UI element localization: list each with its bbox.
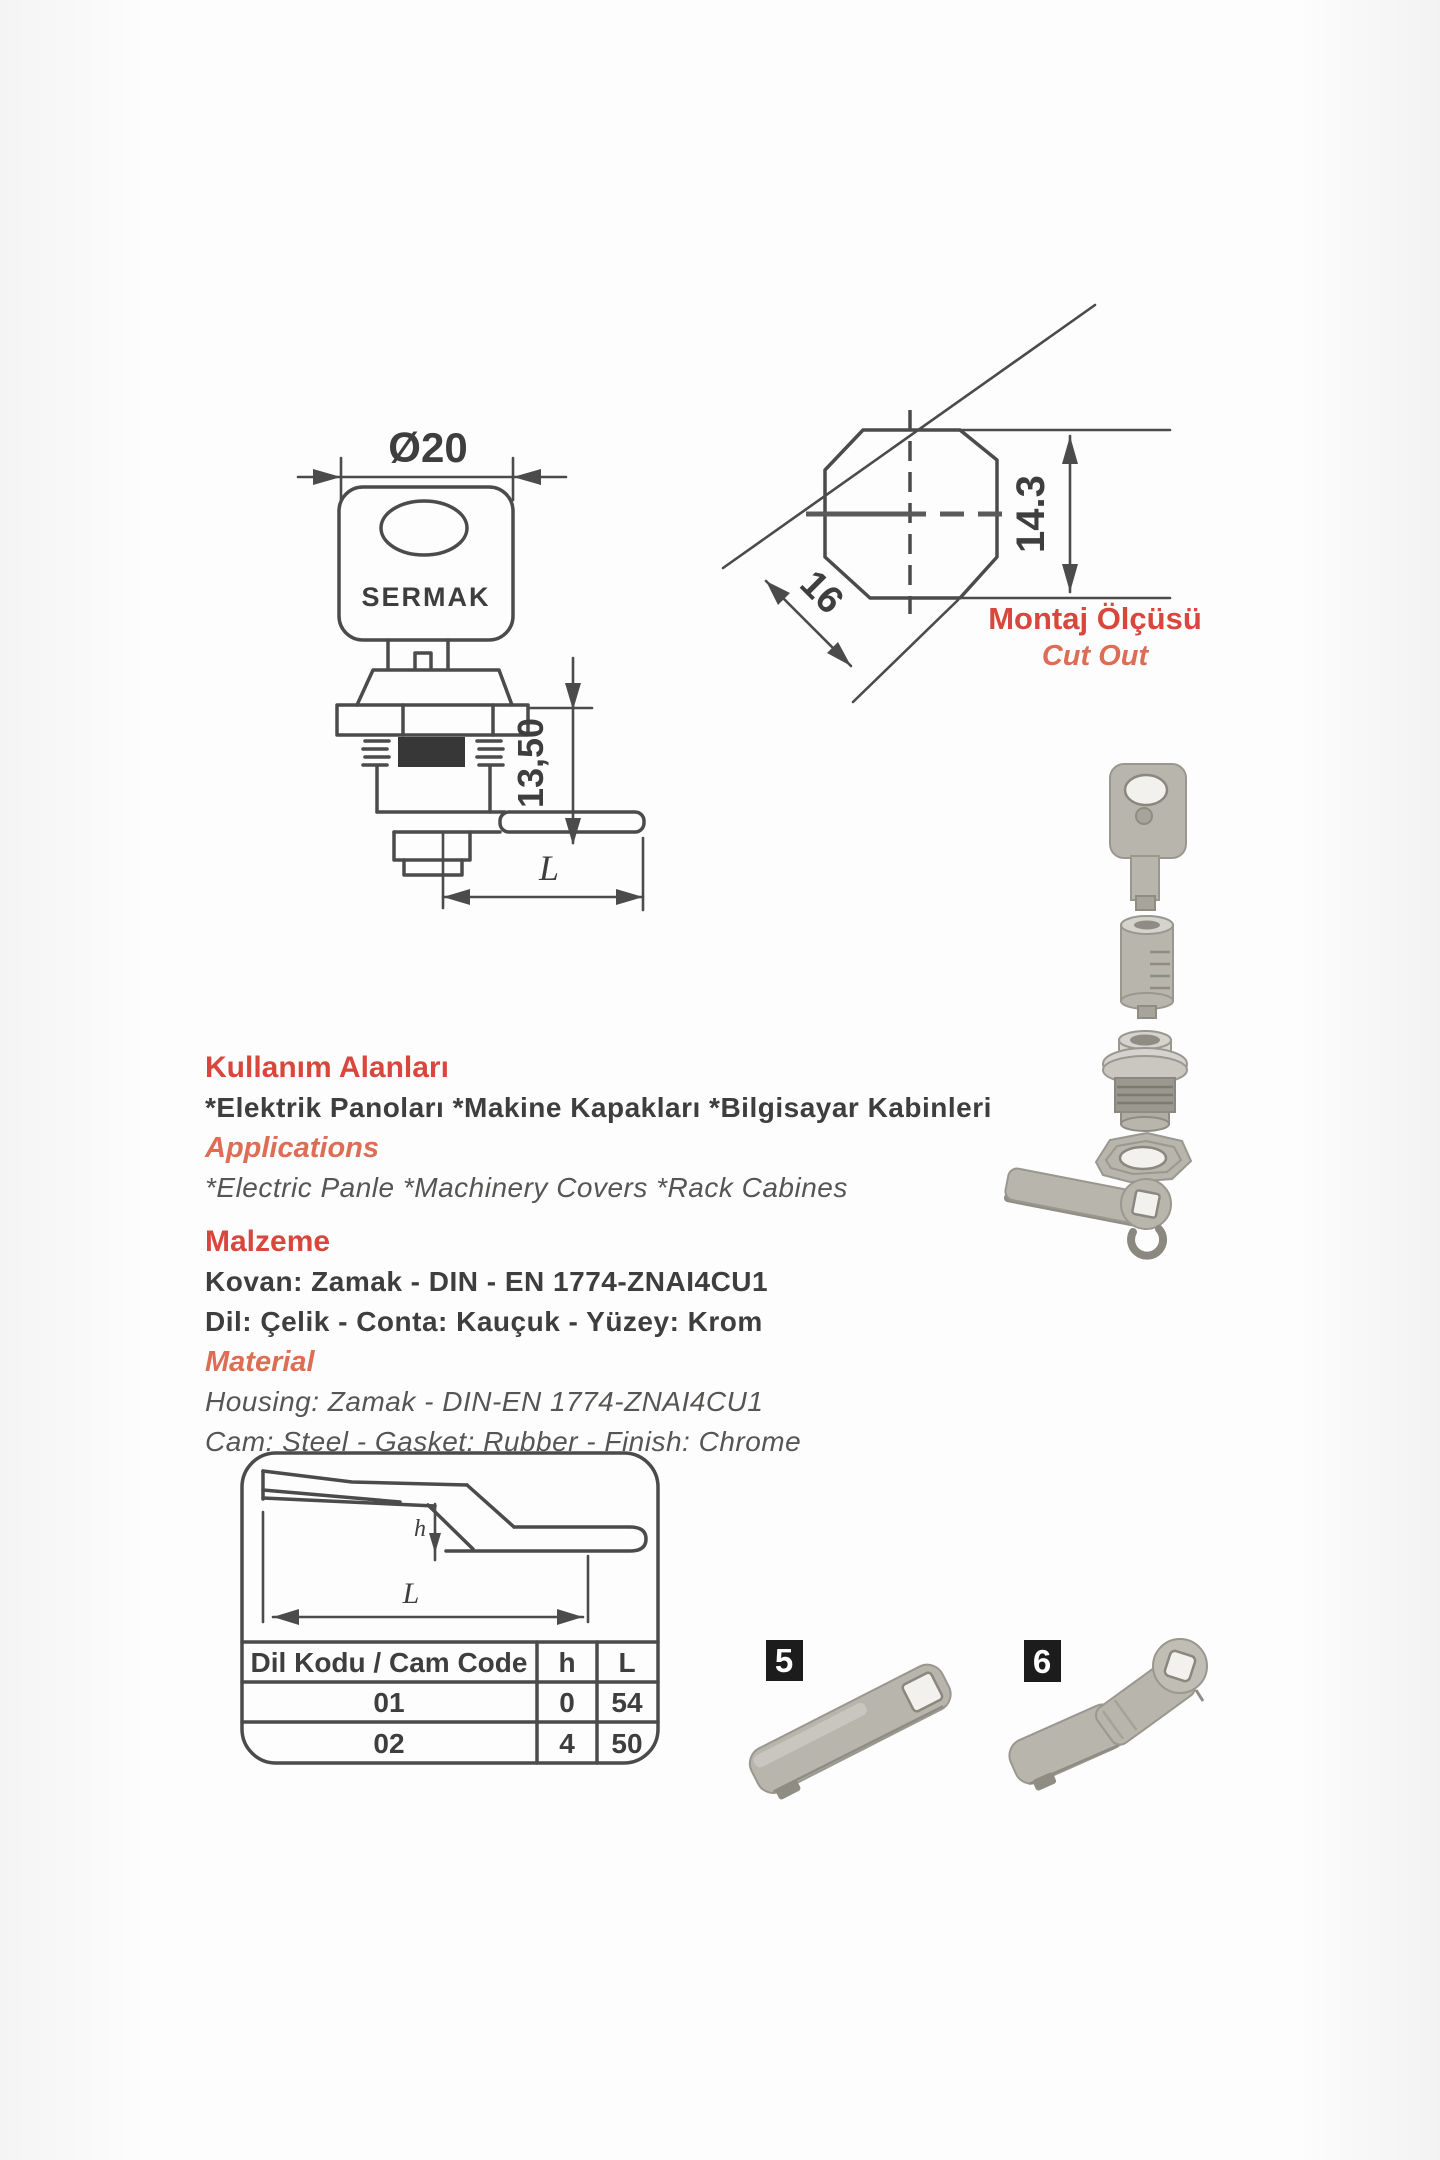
material-block	[205, 1222, 801, 1462]
table-row1-h: 0	[559, 1687, 575, 1718]
exploded-housing	[1103, 1031, 1187, 1131]
material-title-en: Material	[205, 1346, 315, 1378]
cam-h-label: h	[414, 1516, 426, 1542]
diameter-label: Ø20	[388, 424, 468, 471]
material-line1-en: Housing: Zamak - DIN-EN 1774-ZNAI4CU1	[205, 1386, 764, 1417]
table-header-l: L	[618, 1647, 636, 1678]
lock-side-view	[298, 424, 644, 910]
exploded-view	[1003, 764, 1191, 1256]
exploded-nut	[1096, 1133, 1191, 1182]
cam-profile-drawing	[263, 1471, 646, 1625]
brand-engraving: SERMAK	[361, 582, 491, 612]
applications-title-en: Applications	[205, 1132, 380, 1164]
depth-dimension	[510, 658, 592, 845]
cutout-height-label: 14.3	[1009, 475, 1053, 553]
material-title-tr: Malzeme	[205, 1225, 331, 1258]
applications-items-tr: *Elektrik Panoları *Makine Kapakları *Bilgisayar Kabinleri	[205, 1092, 992, 1123]
lock-core	[398, 737, 465, 767]
item6-number: 6	[1032, 1643, 1052, 1680]
material-line2-tr: Dil: Çelik - Conta: Kauçuk - Yüzey: Krom	[205, 1306, 763, 1337]
cam-variant-6	[1004, 1639, 1207, 1796]
depth-label: 13,50	[510, 717, 551, 809]
material-line2-en: Cam: Steel - Gasket: Rubber - Finish: Chrome	[205, 1426, 802, 1457]
applications-items-en: *Electric Panle *Machinery Covers *Rack Cabines	[205, 1172, 848, 1203]
table-header-code: Dil Kodu / Cam Code	[250, 1647, 528, 1678]
key-head-hole	[381, 501, 467, 555]
table-header-h: h	[558, 1647, 576, 1678]
exploded-cylinder	[1121, 916, 1173, 1018]
cutout-caption-tr: Montaj Ölçüsü	[988, 601, 1202, 636]
cam-l-label: L	[402, 1577, 420, 1610]
cam-panel	[242, 1453, 658, 1763]
cutout-caption-en: Cut Out	[1041, 640, 1149, 672]
item5-number: 5	[774, 1642, 794, 1679]
key-head-outline	[339, 487, 513, 640]
cam-table-text	[251, 1647, 643, 1759]
exploded-key	[1110, 764, 1186, 910]
table-row2-code: 02	[373, 1728, 405, 1759]
cam-variant-5	[744, 1640, 960, 1806]
table-row2-l: 50	[611, 1728, 643, 1759]
applications-block	[205, 1048, 992, 1208]
material-line1-tr: Kovan: Zamak - DIN - EN 1774-ZNAI4CU1	[205, 1266, 769, 1297]
exploded-circlip	[1131, 1229, 1163, 1256]
cutout-width-label: 16	[791, 562, 852, 623]
table-row1-l: 54	[611, 1687, 643, 1718]
table-row2-h: 4	[559, 1728, 575, 1759]
length-label: L	[538, 848, 560, 888]
applications-title-tr: Kullanım Alanları	[205, 1051, 449, 1084]
cam-length-dimension	[443, 838, 643, 910]
table-row1-code: 01	[373, 1687, 405, 1718]
